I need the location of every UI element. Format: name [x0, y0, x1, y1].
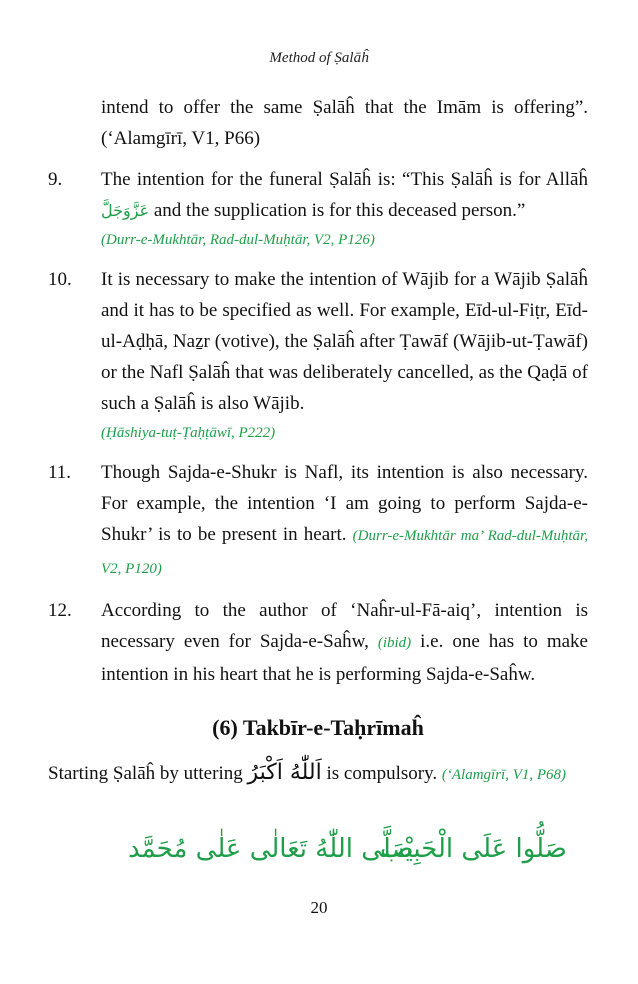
reference-citation: (Ḥāshiya-tuṭ-Ṭaḥṭāwī, P222): [101, 425, 276, 441]
list-item-10: [48, 264, 588, 447]
arabic-takbir: اَللّٰهُ اَكْبَرُ: [247, 760, 322, 785]
list-item-12: [48, 595, 588, 690]
item-number: 11.: [48, 462, 72, 483]
item-number: 9.: [48, 169, 63, 190]
durood-muhammad: صَلَّى اللّٰهُ تَعَالٰى عَلٰى مُحَمَّد: [128, 834, 414, 864]
final-paragraph: [48, 757, 588, 791]
section-heading: (6) Takbīr-e-Taḥrīmaĥ: [212, 715, 424, 740]
item-text-continued: and the supplication is for this deceased person.”: [153, 200, 526, 221]
reference-citation: (‘Alamgīrī, V1, P68): [441, 767, 567, 783]
list-item-11: [48, 457, 588, 585]
item-text: The intention for the funeral Ṣalāĥ is: “This Ṣalāĥ is for Allāĥ: [101, 169, 588, 190]
item-number: 10.: [48, 269, 72, 290]
item-text: Though Sajda-e-Shukr is Nafl, its intention is also necessary. For example, the intention ‘I am going to perform Sajda-e-Shukr’ is to be present in heart.: [101, 462, 588, 545]
reference-citation: (Durr-e-Mukhtār, Rad-dul-Muḥtār, V2, P126): [101, 232, 375, 248]
reference-citation: (ibid): [377, 635, 412, 651]
item-number: 12.: [48, 600, 72, 621]
paragraph-text: Starting Ṣalāĥ by uttering: [48, 763, 243, 784]
paragraph-text-continued: is compulsory.: [326, 763, 438, 784]
page-number: 20: [310, 898, 328, 917]
durood-habib: صَلُّوا عَلَى الْحَبِيْب: [380, 834, 567, 864]
page-body: [48, 92, 588, 791]
item-text: According to the author of ‘Naĥr-ul-Fā-aiq’, intention is necessary even for Sajda-e-Saĥw,: [101, 600, 588, 652]
arabic-honorific: عَزَّوَجَلَّ: [101, 201, 150, 220]
item-text: It is necessary to make the intention of Wājib for a Wājib Ṣalāĥ and it has to be specified as well. For example, Eīd-ul-Fiṭr, Eīd-ul-Aḍḥā, Naẕr (votive), the Ṣalāĥ after Ṭawāf (Wājib-ut-Ṭawāf) or the Nafl Ṣalāĥ that was deliberately cancelled, as the Qaḍā of such a Ṣalāĥ is also Wājib.: [101, 269, 588, 414]
continuation-paragraph: intend to offer the same Ṣalāĥ that the Imām is offering”. (‘Alamgīrī, V1, P66): [101, 97, 588, 149]
item-text-continued: i.e. one has to make intention in his heart that he is performing Sajda-e-Saĥw.: [101, 631, 588, 685]
list-item-9: [48, 164, 588, 254]
reference-citation: (Durr-e-Mukhtār ma’ Rad-dul-Muḥtār, V2, P120): [101, 528, 588, 577]
running-head: Method of Ṣalāĥ: [269, 50, 369, 66]
durood-line: [0, 828, 638, 872]
